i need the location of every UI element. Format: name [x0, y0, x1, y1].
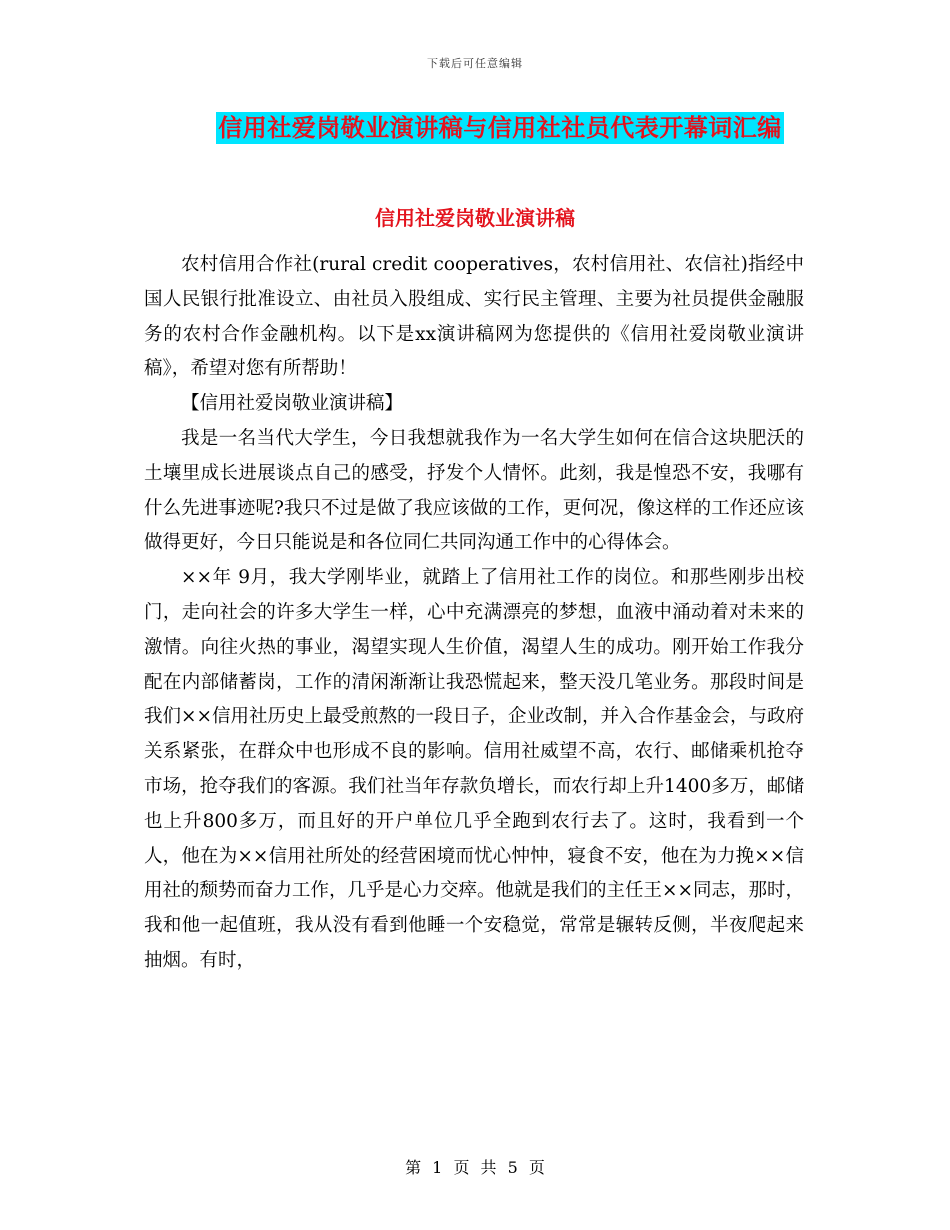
document-body	[144, 248, 804, 979]
paragraph-speech-1: 我是一名当代大学生，今日我想就我作为一名大学生如何在信合这块肥沃的土壤里成长进展谈点自己的感受，抒发个人情怀。此刻，我是惶恐不安，我哪有什么先进事迹呢?我只不过是做了我应该做的工作，更何况，像这样的工作还应该做得更好，今日只能说是和各位同仁共同沟通工作中的心得体会。	[144, 427, 804, 554]
paragraph-heading: 【信用社爱岗敬业演讲稿】	[181, 393, 404, 415]
document-title-container	[0, 112, 950, 144]
paragraph-intro: 农村信用合作社(rural credit cooperatives，农村信用社、农信社)指经中国人民银行批准设立、由社员入股组成、实行民主管理、主要为社员提供金融服务的农村合作金融机构。以下是xx演讲稿网为您提供的《信用社爱岗敬业演讲稿》，希望对您有所帮助！	[144, 254, 804, 380]
document-title: 信用社爱岗敬业演讲稿与信用社社员代表开幕词汇编	[218, 113, 782, 142]
section-title: 信用社爱岗敬业演讲稿	[375, 206, 575, 230]
page-footer: 第 1 页 共 5 页	[405, 1158, 545, 1177]
paragraph-speech-2: ××年 9月，我大学刚毕业，就踏上了信用社工作的岗位。和那些刚步出校门，走向社会的许多大学生一样，心中充满漂亮的梦想，血液中涌动着对未来的激情。向往火热的事业，渴望实现人生价值，渴望人生的成功。刚开始工作我分配在内部储蓄岗，工作的清闲渐渐让我恐慌起来，整天没几笔业务。那段时间是我们××信用社历史上最受煎熬的一段日子，企业改制，并入合作基金会，与政府关系紧张，在群众中也形成不良的影响。信用社威望不高，农行、邮储乘机抢夺市场，抢夺我们的客源。我们社当年存款负增长，而农行却上升1400多万，邮储也上升800多万，而且好的开户单位几乎全跑到农行去了。这时，我看到一个人，他在为××信用社所处的经营困境而忧心忡忡，寝食不安，他在为力挽××信用社的颓势而奋力工作，几乎是心力交瘁。他就是我们的主任王××同志，那时，我和他一起值班，我从没有看到他睡一个安稳觉，常常是辗转反侧，半夜爬起来抽烟。有时，	[144, 567, 805, 971]
page-header-note: 下载后可任意编辑	[427, 57, 523, 70]
